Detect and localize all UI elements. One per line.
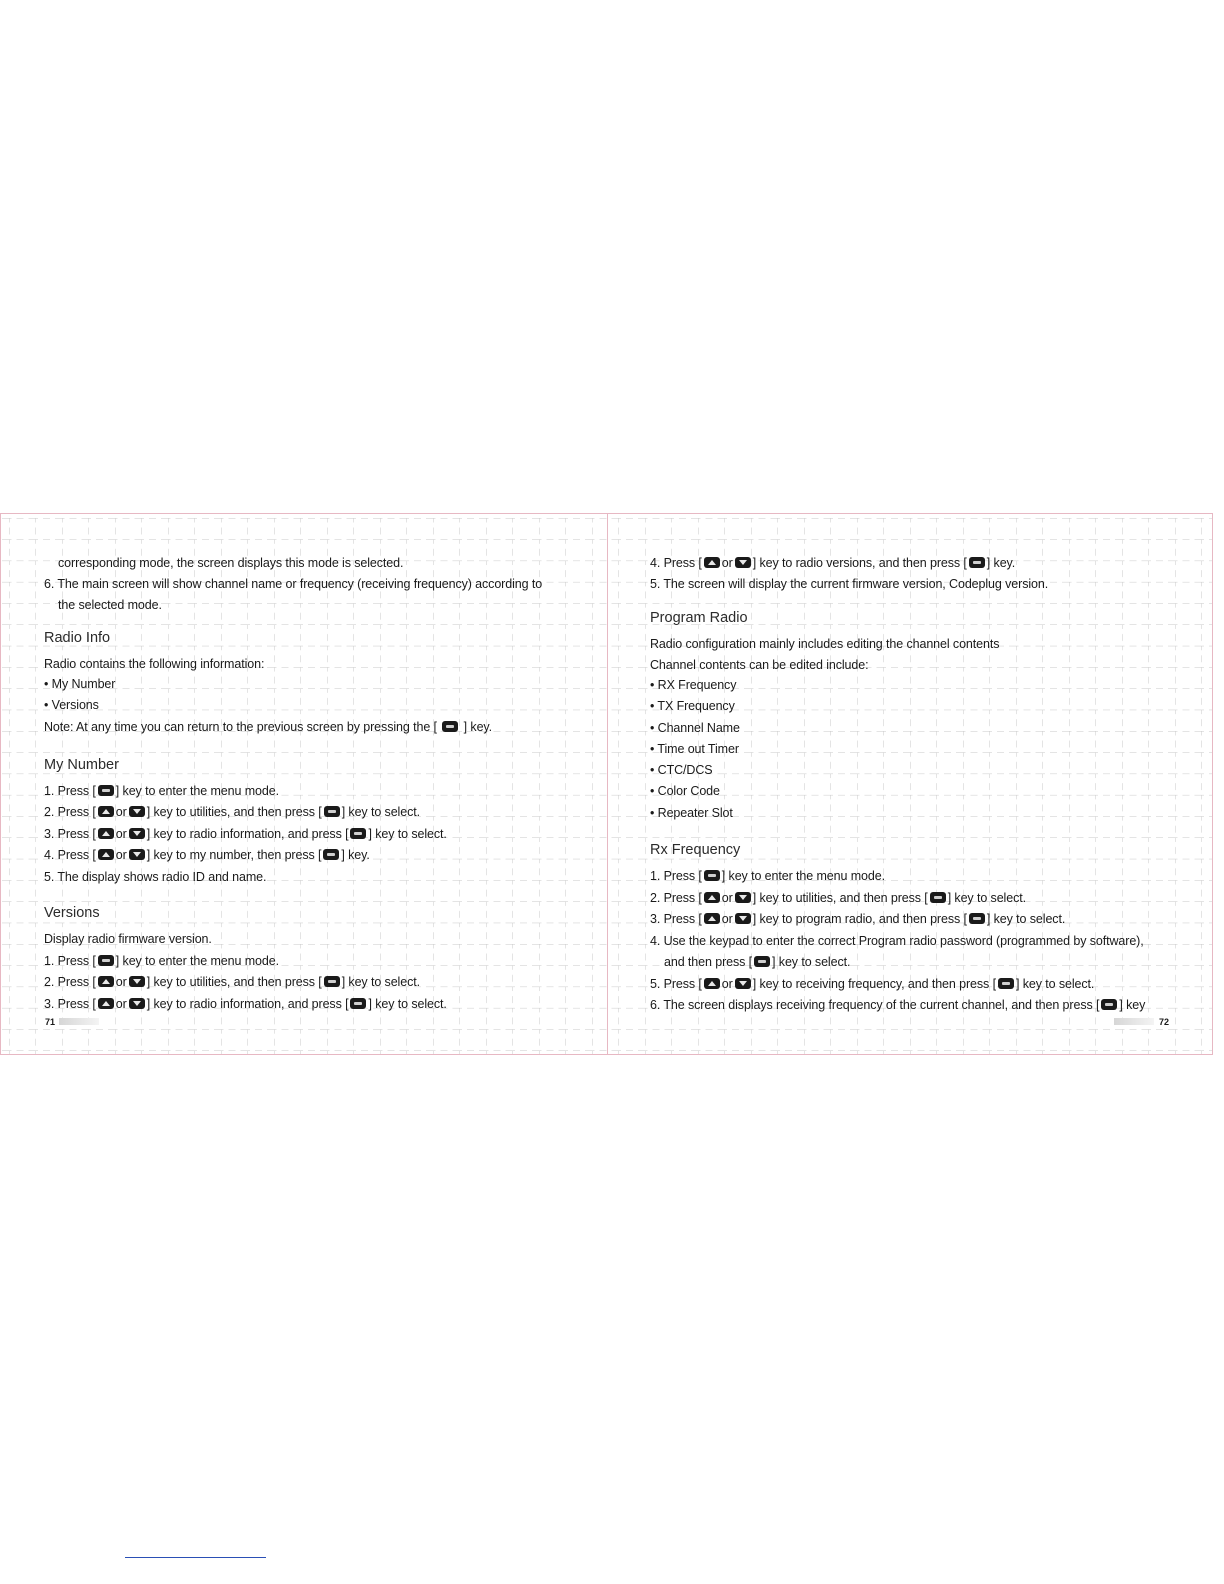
menu-key-icon <box>350 828 366 839</box>
page-number-bar-left <box>59 1018 99 1025</box>
bullet-channel-name: • Channel Name <box>650 721 740 735</box>
my-number-step-5: 5. The display shows radio ID and name. <box>44 870 267 884</box>
heading-rx-frequency: Rx Frequency <box>650 842 741 858</box>
versions-intro: Display radio firmware version. <box>44 932 212 946</box>
menu-key-icon <box>323 849 339 860</box>
menu-key-icon <box>98 955 114 966</box>
my-number-step-2: 2. Press [ or ] key to utilities, and then press [ ] key to select. <box>44 805 420 819</box>
rx-step-4: 4. Use the keypad to enter the correct Program radio password (programmed by software), <box>650 934 1144 948</box>
my-number-step-1: 1. Press [ ] key to enter the menu mode. <box>44 784 279 798</box>
menu-key-icon <box>969 557 985 568</box>
up-key-icon <box>704 913 720 924</box>
menu-key-icon <box>350 998 366 1009</box>
down-key-icon <box>129 828 145 839</box>
rx-step-3: 3. Press [ or ] key to program radio, and then press [ ] key to select. <box>650 912 1066 926</box>
versions-step-3: 3. Press [ or ] key to radio information, and press [ ] key to select. <box>44 997 447 1011</box>
down-key-icon <box>129 998 145 1009</box>
versions-step-2: 2. Press [ or ] key to utilities, and then press [ ] key to select. <box>44 975 420 989</box>
manual-spread <box>0 513 1213 1055</box>
my-number-step-3: 3. Press [ or ] key to radio information, and press [ ] key to select. <box>44 827 447 841</box>
program-radio-line-1: Radio configuration mainly includes editing the channel contents <box>650 637 1000 651</box>
up-key-icon <box>98 976 114 987</box>
footer-underline <box>125 1557 266 1558</box>
page-number-bar-right <box>1114 1018 1154 1025</box>
bullet-my-number: • My Number <box>44 677 116 691</box>
heading-radio-info: Radio Info <box>44 630 111 646</box>
heading-my-number: My Number <box>44 757 119 773</box>
up-key-icon <box>704 557 720 568</box>
versions-step-4: 4. Press [ or ] key to radio versions, and then press [ ] key. <box>650 556 1016 570</box>
bullet-repeater-slot: • Repeater Slot <box>650 806 733 820</box>
radio-info-intro: Radio contains the following information: <box>44 657 265 671</box>
down-key-icon <box>735 557 751 568</box>
versions-step-1: 1. Press [ ] key to enter the menu mode. <box>44 954 279 968</box>
menu-key-icon <box>704 870 720 881</box>
left-page <box>1 514 607 1055</box>
up-key-icon <box>98 998 114 1009</box>
up-key-icon <box>98 828 114 839</box>
down-key-icon <box>735 913 751 924</box>
rx-step-5: 5. Press [ or ] key to receiving frequency, and then press [ ] key to select. <box>650 977 1095 991</box>
heading-program-radio: Program Radio <box>650 610 748 626</box>
bullet-rx-frequency: • RX Frequency <box>650 678 737 692</box>
bullet-color-code: • Color Code <box>650 784 720 798</box>
page-number-left: 71 <box>45 1017 56 1027</box>
page-number-right: 72 <box>1159 1017 1170 1027</box>
up-key-icon <box>98 806 114 817</box>
up-key-icon <box>98 849 114 860</box>
down-key-icon <box>129 806 145 817</box>
up-key-icon <box>704 892 720 903</box>
menu-key-icon <box>1101 999 1117 1010</box>
menu-key-icon <box>930 892 946 903</box>
my-number-step-4: 4. Press [ or ] key to my number, then press [ ] key. <box>44 848 370 862</box>
program-radio-line-2: Channel contents can be edited include: <box>650 658 869 672</box>
rx-step-2: 2. Press [ or ] key to utilities, and then press [ ] key to select. <box>650 891 1026 905</box>
down-key-icon <box>735 892 751 903</box>
bullet-ctc-dcs: • CTC/DCS <box>650 763 713 777</box>
down-key-icon <box>735 978 751 989</box>
menu-key-icon <box>998 978 1014 989</box>
right-page <box>608 514 1213 1055</box>
menu-key-icon <box>969 913 985 924</box>
menu-key-icon <box>324 976 340 987</box>
menu-key-icon <box>754 956 770 967</box>
rx-step-6: 6. The screen displays receiving frequency of the current channel, and then press [ ] key <box>650 998 1146 1012</box>
up-key-icon <box>704 978 720 989</box>
step-6-line: 6. The main screen will show channel name or frequency (receiving frequency) according to <box>44 577 543 591</box>
bullet-time-out-timer: • Time out Timer <box>650 742 739 756</box>
rx-step-1: 1. Press [ ] key to enter the menu mode. <box>650 869 885 883</box>
rx-step-4-continued: and then press [ ] key to select. <box>664 955 851 969</box>
bullet-versions: • Versions <box>44 698 99 712</box>
step-6-continued: the selected mode. <box>58 598 162 612</box>
note-line: Note: At any time you can return to the previous screen by pressing the [ ] key. <box>44 720 493 734</box>
heading-versions: Versions <box>44 905 100 921</box>
menu-key-icon <box>324 806 340 817</box>
down-key-icon <box>129 849 145 860</box>
versions-step-5: 5. The screen will display the current firmware version, Codeplug version. <box>650 577 1049 591</box>
menu-key-icon <box>442 721 458 732</box>
down-key-icon <box>129 976 145 987</box>
continued-line: corresponding mode, the screen displays this mode is selected. <box>58 556 404 570</box>
bullet-tx-frequency: • TX Frequency <box>650 699 735 713</box>
menu-key-icon <box>98 785 114 796</box>
